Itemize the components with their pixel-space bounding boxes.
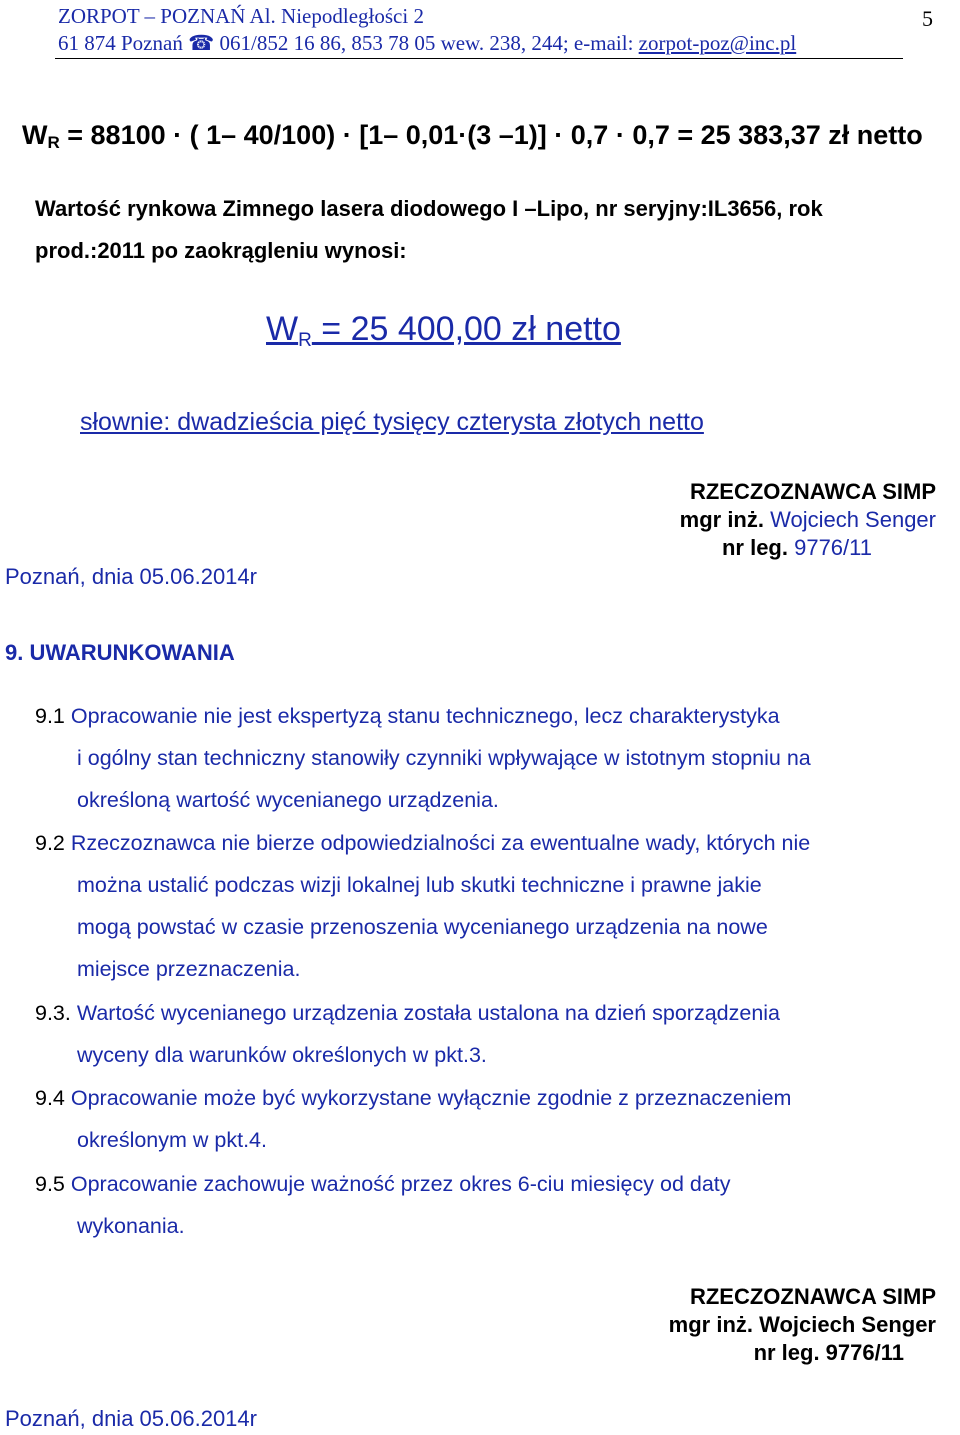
result-subscript: R: [298, 330, 312, 351]
header-divider: [55, 58, 903, 59]
place-date-2: Poznań, dnia 05.06.2014r: [5, 1406, 257, 1431]
paragraph-9-2-line-2: można ustalić podczas wizji lokalnej lub skutki techniczne i prawne jakie: [77, 873, 762, 897]
paragraph-9-5-line-2: wykonania.: [77, 1214, 185, 1238]
signature-reg: nr leg. 9776/11: [753, 1340, 904, 1365]
header-email-link[interactable]: zorpot-poz@inc.pl: [638, 31, 797, 55]
paragraph-text: Opracowanie zachowuje ważność przez okres 6-ciu miesięcy od daty: [70, 1172, 731, 1196]
paragraph-9-2-line-4: miejsce przeznaczenia.: [77, 957, 301, 981]
paragraph-text: Opracowanie nie jest ekspertyzą stanu technicznego, lecz charakterystyka: [70, 704, 780, 728]
paragraph-text: Rzeczoznawca nie bierze odpowiedzialności za ewentualne wady, których nie: [70, 831, 811, 855]
paragraph-number: 9.1: [35, 704, 65, 728]
paragraph-9-3-line-1: [35, 992, 780, 1034]
paragraph-text: Wartość wycenianego urządzenia została ustalona na dzień sporządzenia: [76, 1001, 781, 1025]
result-expression: = 25 400,00 zł netto: [311, 310, 621, 348]
formula-expression: = 88100 · ( 1– 40/100) · [1– 0,01·(3 –1)] · 0,7 · 0,7 = 25 383,37 zł netto: [59, 120, 923, 150]
place-date-1: Poznań, dnia 05.06.2014r: [5, 564, 257, 589]
value-text-line-2: prod.:2011 po zaokrągleniu wynosi:: [35, 238, 407, 263]
signature-reg-prefix: nr leg.: [721, 535, 795, 560]
result-value: [266, 310, 621, 352]
paragraph-number: 9.2: [35, 831, 65, 855]
signature-reg: 9776/11: [794, 535, 872, 560]
section-heading: 9. UWARUNKOWANIA: [5, 640, 235, 665]
signature-block-2: [669, 1283, 936, 1367]
value-text-line-1: Wartość rynkowa Zimnego lasera diodowego I –Lipo, nr seryjny:IL3656, rok: [35, 196, 823, 221]
result-w: W: [266, 310, 299, 348]
signature-name-prefix: mgr inż.: [679, 507, 771, 532]
paragraph-9-3-line-2: wyceny dla warunków określonych w pkt.3.: [77, 1043, 487, 1067]
paragraph-9-5-line-1: [35, 1163, 731, 1205]
header-company: ZORPOT – POZNAŃ Al. Niepodległości 2: [58, 4, 424, 28]
header-contact: [58, 31, 796, 56]
signature-title: RZECZOZNAWCA SIMP: [689, 479, 936, 504]
signature-title: RZECZOZNAWCA SIMP: [689, 1284, 936, 1309]
paragraph-9-2-line-3: mogą powstać w czasie przenoszenia wycenianego urządzenia na nowe: [77, 915, 768, 939]
paragraph-9-1-line-2: i ogólny stan techniczny stanowiły czynniki wpływające w istotnym stopniu na: [77, 746, 811, 770]
signature-name-line: [680, 506, 936, 534]
signature-block-1: [680, 478, 936, 562]
formula-subscript: R: [47, 133, 60, 152]
paragraph-9-2-line-1: [35, 822, 810, 864]
header-contact-text: 61 874 Poznań ☎ 061/852 16 86, 853 78 05 wew. 238, 244; e-mail:: [58, 31, 639, 55]
paragraph-9-4-line-1: [35, 1077, 791, 1119]
paragraph-number: 9.3.: [35, 1001, 71, 1025]
paragraph-9-4-line-2: określonym w pkt.4.: [77, 1128, 267, 1152]
paragraph-text: Opracowanie może być wykorzystane wyłącznie zgodnie z przeznaczeniem: [70, 1086, 792, 1110]
paragraph-number: 9.5: [35, 1172, 65, 1196]
signature-name: mgr inż. Wojciech Senger: [668, 1312, 936, 1337]
paragraph-9-1-line-1: [35, 695, 780, 737]
valuation-formula: [22, 120, 923, 153]
page-number: 5: [922, 6, 933, 31]
formula-w: W: [22, 120, 48, 150]
signature-name: Wojciech Senger: [770, 507, 936, 532]
signature-reg-line: [680, 534, 872, 562]
amount-in-words: słownie: dwadzieścia pięć tysięcy czterysta złotych netto: [80, 408, 704, 436]
paragraph-number: 9.4: [35, 1086, 65, 1110]
paragraph-9-1-line-3: określoną wartość wycenianego urządzenia.: [77, 788, 499, 812]
